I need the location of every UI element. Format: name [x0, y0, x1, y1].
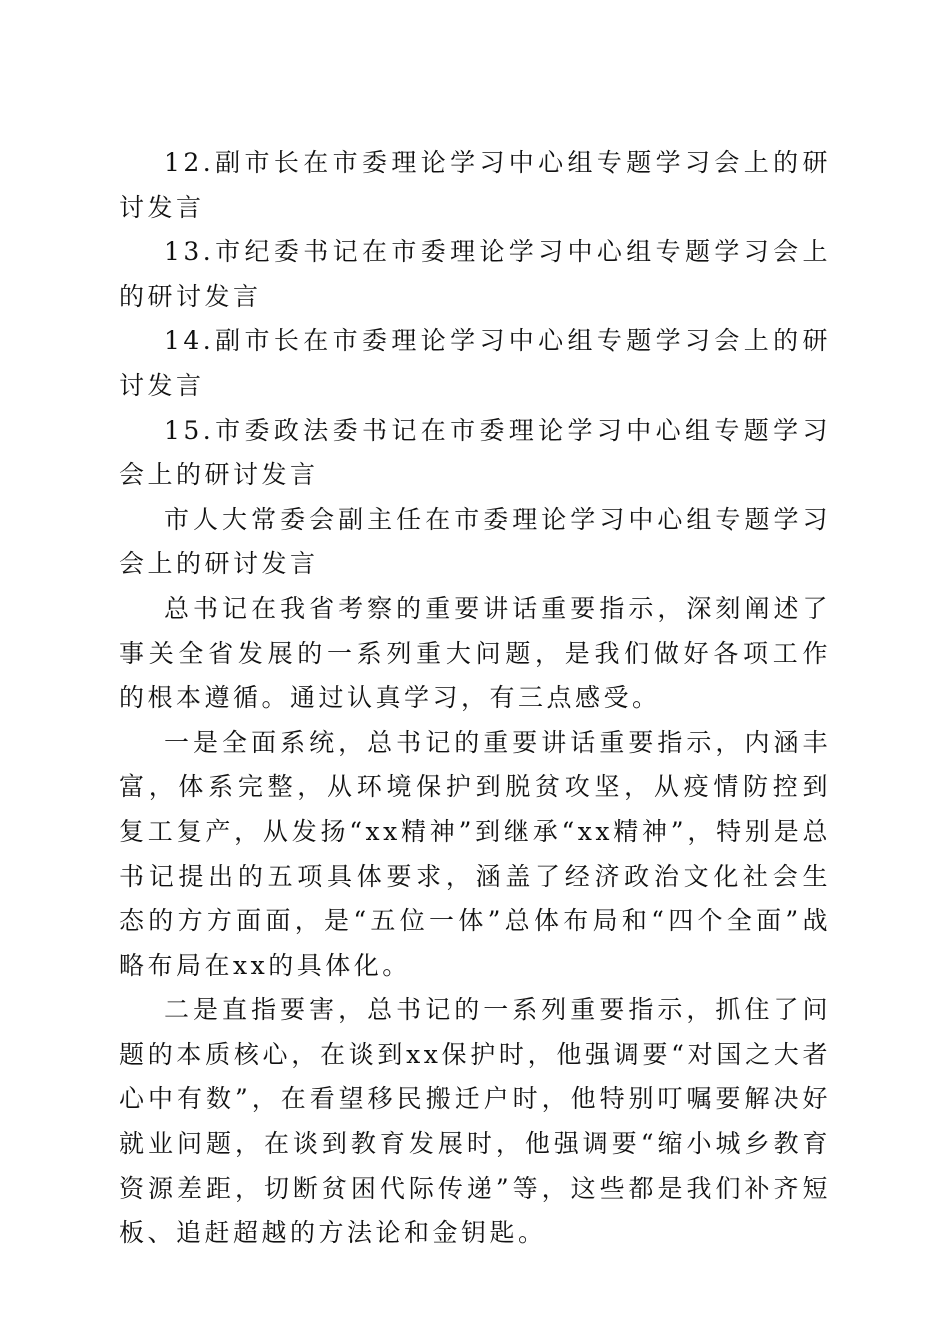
list-item-13: 13.市纪委书记在市委理论学习中心组专题学习会上的研讨发言	[119, 237, 831, 311]
list-item-15: 15.市委政法委书记在市委理论学习中心组专题学习会上的研讨发言	[119, 415, 831, 490]
list-item-12: 12.副市长在市委理论学习中心组专题学习会上的研讨发言	[119, 148, 831, 222]
point-one-paragraph: 一是全面系统，总书记的重要讲话重要指示，内涵丰富，体系完整，从环境保护到脱贫攻坚，从疫情防控到复工复产，从发扬“xx精神”到继承“xx精神”，特别是总书记提出的五项具体要求，涵盖了经济政治文化社会生态的方方面面，是“五位一体”总体布局和“四个全面”战略布局在xx的具体化。	[119, 727, 831, 980]
document-body	[119, 141, 831, 1256]
point-two-paragraph: 二是直指要害，总书记的一系列重要指示，抓住了问题的本质核心，在谈到xx保护时，他强调要“对国之大者心中有数”，在看望移民搬迁户时，他特别叮嘱要解决好就业问题，在谈到教育发展时，他强调要“缩小城乡教育资源差距，切断贫困代际传递”等，这些都是我们补齐短板、追赶超越的方法论和金钥匙。	[119, 995, 831, 1248]
list-item-14: 14.副市长在市委理论学习中心组专题学习会上的研讨发言	[119, 326, 831, 400]
speech-title: 市人大常委会副主任在市委理论学习中心组专题学习会上的研讨发言	[119, 504, 831, 579]
intro-paragraph: 总书记在我省考察的重要讲话重要指示，深刻阐述了事关全省发展的一系列重大问题，是我们做好各项工作的根本遵循。通过认真学习，有三点感受。	[119, 593, 831, 713]
